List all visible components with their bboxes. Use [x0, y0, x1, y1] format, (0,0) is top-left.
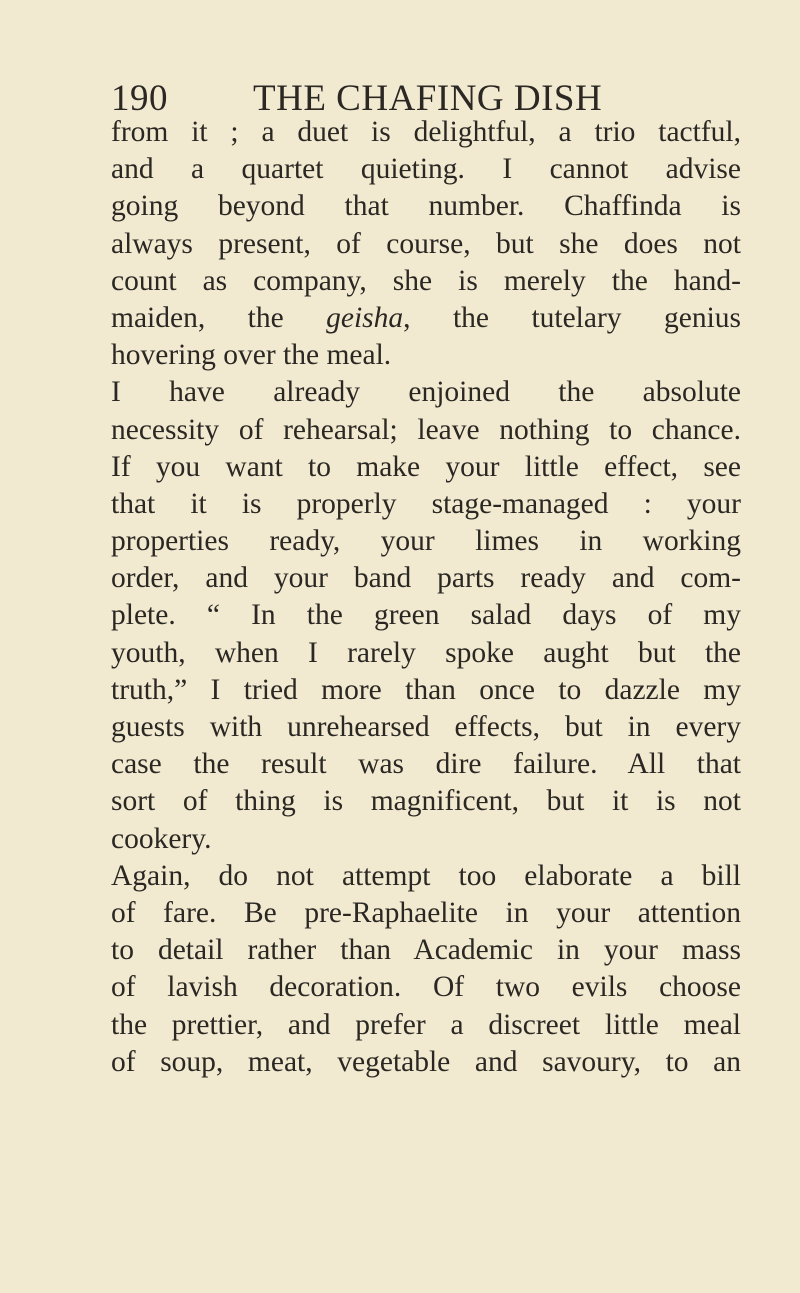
text-span: , the tutelary genius: [403, 301, 741, 334]
text-line: going beyond that number. Chaffinda is: [111, 190, 741, 223]
text-line: of fare. Be pre-Raphaelite in your attention: [111, 896, 741, 929]
text-line: count as company, she is merely the hand-: [111, 264, 741, 297]
text-line: always present, of course, but she does not: [111, 227, 741, 260]
text-line: necessity of rehearsal; leave nothing to chance.: [111, 413, 741, 446]
text-line: of lavish decoration. Of two evils choose: [111, 971, 741, 1004]
text-line: to detail rather than Academic in your mass: [111, 934, 741, 967]
text-line: truth,” I tried more than once to dazzle my: [111, 673, 741, 706]
text-line: the prettier, and prefer a discreet little meal: [111, 1008, 741, 1041]
paragraph-start-line: Again, do not attempt too elaborate a bill: [111, 859, 741, 892]
body-text: [111, 114, 741, 1081]
page-number: 190: [111, 78, 168, 119]
text-line: cookery.: [111, 822, 212, 855]
italic-word: geisha: [326, 301, 404, 334]
text-line: properties ready, your limes in working: [111, 525, 741, 558]
paragraph-start-line: I have already enjoined the absolute: [111, 376, 741, 409]
chapter-title: THE CHAFING DISH: [253, 78, 603, 119]
text-line: order, and your band parts ready and com-: [111, 562, 741, 595]
text-line: of soup, meat, vegetable and savoury, to an: [111, 1045, 741, 1078]
text-line: youth, when I rarely spoke aught but the: [111, 636, 741, 669]
text-line: and a quartet quieting. I cannot advise: [111, 153, 741, 186]
text-line: that it is properly stage-managed : your: [111, 487, 741, 520]
text-line: hovering over the meal.: [111, 339, 392, 372]
text-line: case the result was dire failure. All that: [111, 748, 741, 781]
text-line: guests with unrehearsed effects, but in every: [111, 711, 741, 743]
text-span: maiden, the: [111, 301, 327, 334]
text-line: from it ; a duet is delightful, a trio tactful,: [111, 116, 741, 148]
text-line: [111, 300, 741, 337]
text-line: sort of thing is magnificent, but it is not: [111, 785, 741, 818]
text-line: If you want to make your little effect, see: [111, 450, 741, 483]
text-line: plete. “ In the green salad days of my: [111, 599, 741, 632]
